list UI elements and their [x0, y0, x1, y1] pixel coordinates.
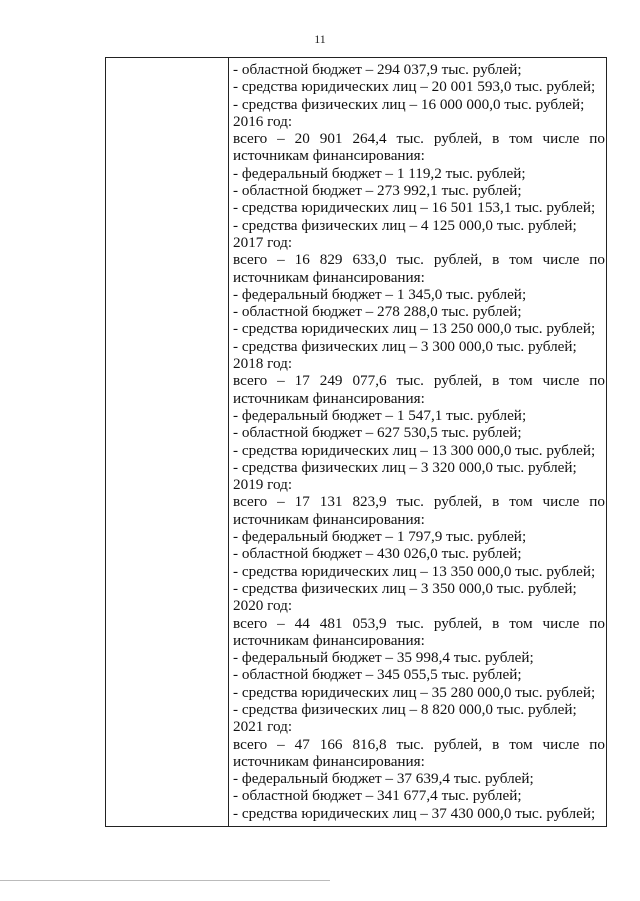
- financing-line: - областной бюджет – 294 037,9 тыс. рублей;: [233, 61, 522, 78]
- financing-line: - областной бюджет – 273 992,1 тыс. рублей;: [233, 182, 522, 200]
- financing-line: источникам финансирования:: [233, 510, 425, 528]
- page-number: 11: [314, 32, 326, 46]
- financing-line: 2017 год:: [233, 233, 293, 251]
- financing-line: - федеральный бюджет – 37 639,4 тыс. рублей;: [233, 770, 534, 788]
- financing-line: - средства физических лиц – 3 300 000,0 тыс. рублей;: [233, 337, 577, 355]
- table-right-column: [233, 61, 605, 822]
- financing-line: - средства физических лиц – 16 000 000,0 тыс. рублей;: [233, 95, 585, 113]
- financing-line: источникам финансирования:: [233, 631, 425, 649]
- financing-line: всего – 16 829 633,0 тыс. рублей, в том числе по: [233, 251, 605, 269]
- financing-line: - федеральный бюджет – 1 547,1 тыс. рублей;: [233, 406, 527, 424]
- financing-line: - областной бюджет – 345 055,5 тыс. рублей;: [233, 666, 522, 684]
- financing-line: 2020 год:: [233, 597, 293, 615]
- financing-line: источникам финансирования:: [233, 268, 425, 286]
- financing-line: - областной бюджет – 627 530,5 тыс. рублей;: [233, 424, 522, 442]
- financing-line: всего – 47 166 816,8 тыс. рублей, в том числе по: [233, 735, 605, 753]
- financing-line: источникам финансирования:: [233, 389, 425, 407]
- financing-line: - средства физических лиц – 3 320 000,0 тыс. рублей;: [233, 458, 577, 476]
- financing-line: - средства физических лиц – 4 125 000,0 тыс. рублей;: [233, 216, 577, 234]
- financing-line: - областной бюджет – 341 677,4 тыс. рублей;: [233, 787, 522, 805]
- financing-line: всего – 44 481 053,9 тыс. рублей, в том числе по: [233, 614, 605, 632]
- page-bottom-rule: [0, 880, 330, 881]
- financing-line: 2016 год:: [233, 112, 293, 130]
- financing-line: источникам финансирования:: [233, 147, 425, 165]
- financing-line: - федеральный бюджет – 1 345,0 тыс. рублей;: [233, 285, 527, 303]
- table-left-column: [106, 58, 229, 826]
- financing-line: - средства физических лиц – 3 350 000,0 тыс. рублей;: [233, 579, 577, 597]
- financing-line: источникам финансирования:: [233, 752, 425, 770]
- financing-line: - средства юридических лиц – 35 280 000,0 тыс. рублей;: [233, 683, 596, 701]
- financing-line: всего – 20 901 264,4 тыс. рублей, в том числе по: [233, 130, 605, 148]
- financing-line: - федеральный бюджет – 1 797,9 тыс. рублей;: [233, 528, 527, 546]
- financing-table: [105, 57, 607, 827]
- financing-line: - федеральный бюджет – 1 119,2 тыс. рублей;: [233, 164, 526, 182]
- financing-line: - средства юридических лиц – 13 350 000,0 тыс. рублей;: [233, 562, 596, 580]
- financing-line: - средства юридических лиц – 16 501 153,1 тыс. рублей;: [233, 199, 596, 217]
- financing-line: 2018 год:: [233, 355, 293, 373]
- financing-line: - средства юридических лиц – 20 001 593,0 тыс. рублей;: [233, 78, 596, 96]
- financing-line: - областной бюджет – 278 288,0 тыс. рублей;: [233, 303, 522, 321]
- financing-line: всего – 17 249 077,6 тыс. рублей, в том числе по: [233, 372, 605, 390]
- financing-line: - средства юридических лиц – 13 250 000,0 тыс. рублей;: [233, 320, 596, 338]
- financing-line: - средства юридических лиц – 13 300 000,0 тыс. рублей;: [233, 441, 596, 459]
- financing-line: всего – 17 131 823,9 тыс. рублей, в том числе по: [233, 493, 605, 511]
- financing-line: - федеральный бюджет – 35 998,4 тыс. рублей;: [233, 649, 534, 667]
- financing-line: - областной бюджет – 430 026,0 тыс. рублей;: [233, 545, 522, 563]
- financing-line: 2019 год:: [233, 476, 293, 494]
- financing-line: - средства физических лиц – 8 820 000,0 тыс. рублей;: [233, 700, 577, 718]
- financing-line: - средства юридических лиц – 37 430 000,0 тыс. рублей;: [233, 804, 596, 822]
- financing-line: 2021 год:: [233, 718, 293, 736]
